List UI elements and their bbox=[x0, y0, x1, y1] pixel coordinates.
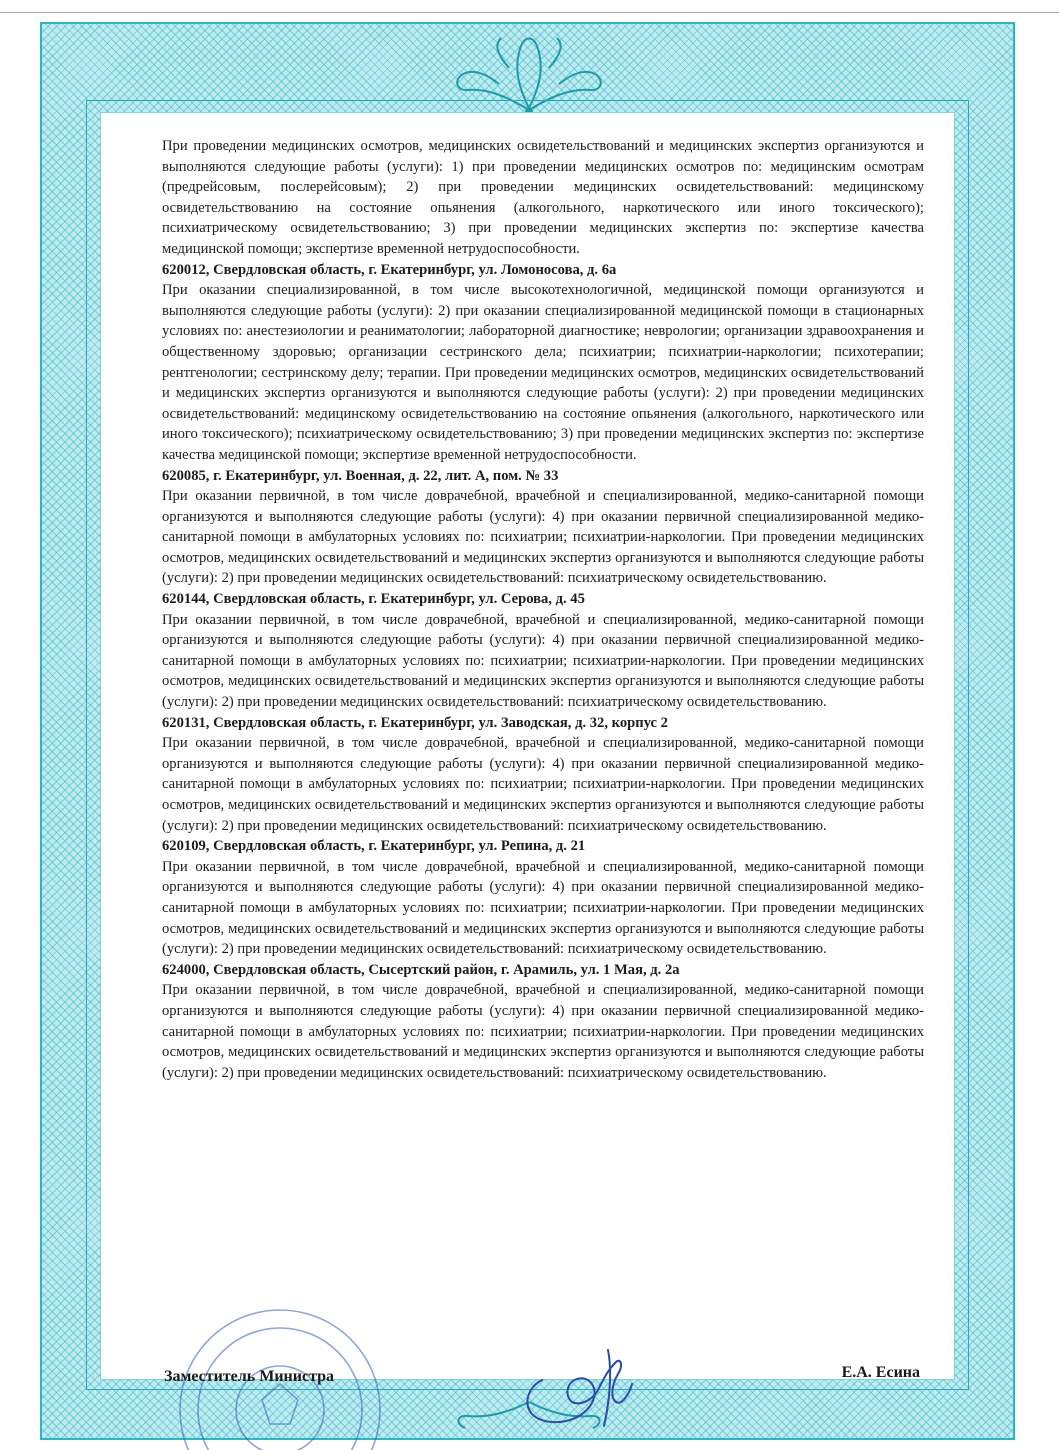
paragraph: При оказании первичной, в том числе доврачебной, врачебной и специализированной, медико-санитарной помощи организуются и выполняются следующие работы (услуги): 4) при оказании первичной специализированной медико-санитарной помощи в амбулаторных условиях по: психиатрии; психиатрии-наркологии. При проведении медицинских осмотров, медицинских освидетельствований и медицинских экспертиз организуются и выполняются следующие работы (услуги): 2) при проведении медицинских освидетельствований: психиатрическому освидетельствованию. bbox=[162, 611, 924, 711]
paragraph: При оказании первичной, в том числе доврачебной, врачебной и специализированной, медико-санитарной помощи организуются и выполняются следующие работы (услуги): 4) при оказании первичной специализированной медико-санитарной помощи в амбулаторных условиях по: психиатрии; психиатрии-наркологии. При проведении медицинских осмотров, медицинских освидетельствований и медицинских экспертиз организуются и выполняются следующие работы (услуги): 2) при проведении медицинских освидетельствований: психиатрическому освидетельствованию. bbox=[162, 488, 924, 587]
signatory-name: Е.А. Есина bbox=[841, 1364, 920, 1381]
signatory-title: Заместитель Министра bbox=[164, 1368, 335, 1385]
address-heading: 620144, Свердловская область, г. Екатеринбург, ул. Серова, д. 45 bbox=[162, 591, 585, 608]
address-heading: 620012, Свердловская область, г. Екатеринбург, ул. Ломоносова, д. 6а bbox=[162, 261, 617, 278]
address-heading: 620109, Свердловская область, г. Екатеринбург, ул. Репина, д. 21 bbox=[162, 838, 586, 855]
paragraph: При оказании первичной, в том числе доврачебной, врачебной и специализированной, медико-санитарной помощи организуются и выполняются следующие работы (услуги): 4) при оказании первичной специализированной медико-санитарной помощи в амбулаторных условиях по: психиатрии; психиатрии-наркологии. При проведении медицинских осмотров, медицинских освидетельствований и медицинских экспертиз организуются и выполняются следующие работы (услуги): 2) при проведении медицинских освидетельствований: психиатрическому освидетельствованию. bbox=[162, 735, 924, 834]
paragraph: При оказании первичной, в том числе доврачебной, врачебной и специализированной, медико-санитарной помощи организуются и выполняются следующие работы (услуги): 4) при оказании первичной специализированной медико-санитарной помощи в амбулаторных условиях по: психиатрии; психиатрии-наркологии. При проведении медицинских осмотров, медицинских освидетельствований и медицинских экспертиз организуются и выполняются следующие работы (услуги): 2) при проведении медицинских освидетельствований: психиатрическому освидетельствованию. bbox=[162, 858, 924, 958]
address-heading: 624000, Свердловская область, Сысертский район, г. Арамиль, ул. 1 Мая, д. 2а bbox=[162, 961, 680, 978]
address-heading: 620085, г. Екатеринбург, ул. Военная, д. 22, лит. А, пом. № 33 bbox=[162, 467, 559, 484]
paragraph: При оказании первичной, в том числе доврачебной, врачебной и специализированной, медико-санитарной помощи организуются и выполняются следующие работы (услуги): 4) при оказании первичной специализированной медико-санитарной помощи в амбулаторных условиях по: психиатрии; психиатрии-наркологии. При проведении медицинских осмотров, медицинских освидетельствований и медицинских экспертиз организуются и выполняются следующие работы (услуги): 2) при проведении медицинских освидетельствований: психиатрическому освидетельствованию. bbox=[162, 982, 924, 1081]
paragraph: При проведении медицинских осмотров, медицинских освидетельствований и медицинских экспертиз организуются и выполняются следующие работы (услуги): 1) при проведении медицинских осмотров по: медицинским осмотрам (предрейсовым, послерейсовым); 2) при проведении медицинских освидетельствований: медицинскому освидетельствованию на состояние опьянения (алкогольного, наркотического или иного токсического); психиатрическому освидетельствованию; 3) при проведении медицинских экспертиз по: экспертизе качества медицинской помощи; экспертизе временной нетрудоспособности. bbox=[162, 138, 924, 257]
document-body bbox=[162, 136, 924, 1083]
signature-icon bbox=[512, 1340, 652, 1430]
scan-top-line bbox=[0, 12, 1059, 13]
address-heading: 620131, Свердловская область, г. Екатеринбург, ул. Заводская, д. 32, корпус 2 bbox=[162, 714, 668, 731]
paragraph: При оказании специализированной, в том числе высокотехнологичной, медицинской помощи организуются и выполняются следующие работы (услуги): 2) при оказании специализированной медицинской помощи в стационарных условиях по: анестезиологии и реаниматологии; лабораторной диагностике; неврологии; организации здравоохранения и общественному здоровью; организации сестринского дела; психиатрии; психиатрии-наркологии; психотерапии; рентгенологии; сестринскому делу; терапии. При проведении медицинских осмотров, медицинских освидетельствований и медицинских экспертиз организуются и выполняются следующие работы (услуги): 2) при проведении медицинских освидетельствований: медицинскому освидетельствованию на состояние опьянения (алкогольного, наркотического или иного токсического); психиатрическому освидетельствованию; 3) при проведении медицинских экспертиз по: экспертизе качества медицинской помощи; экспертизе временной нетрудоспособности. bbox=[162, 282, 924, 463]
